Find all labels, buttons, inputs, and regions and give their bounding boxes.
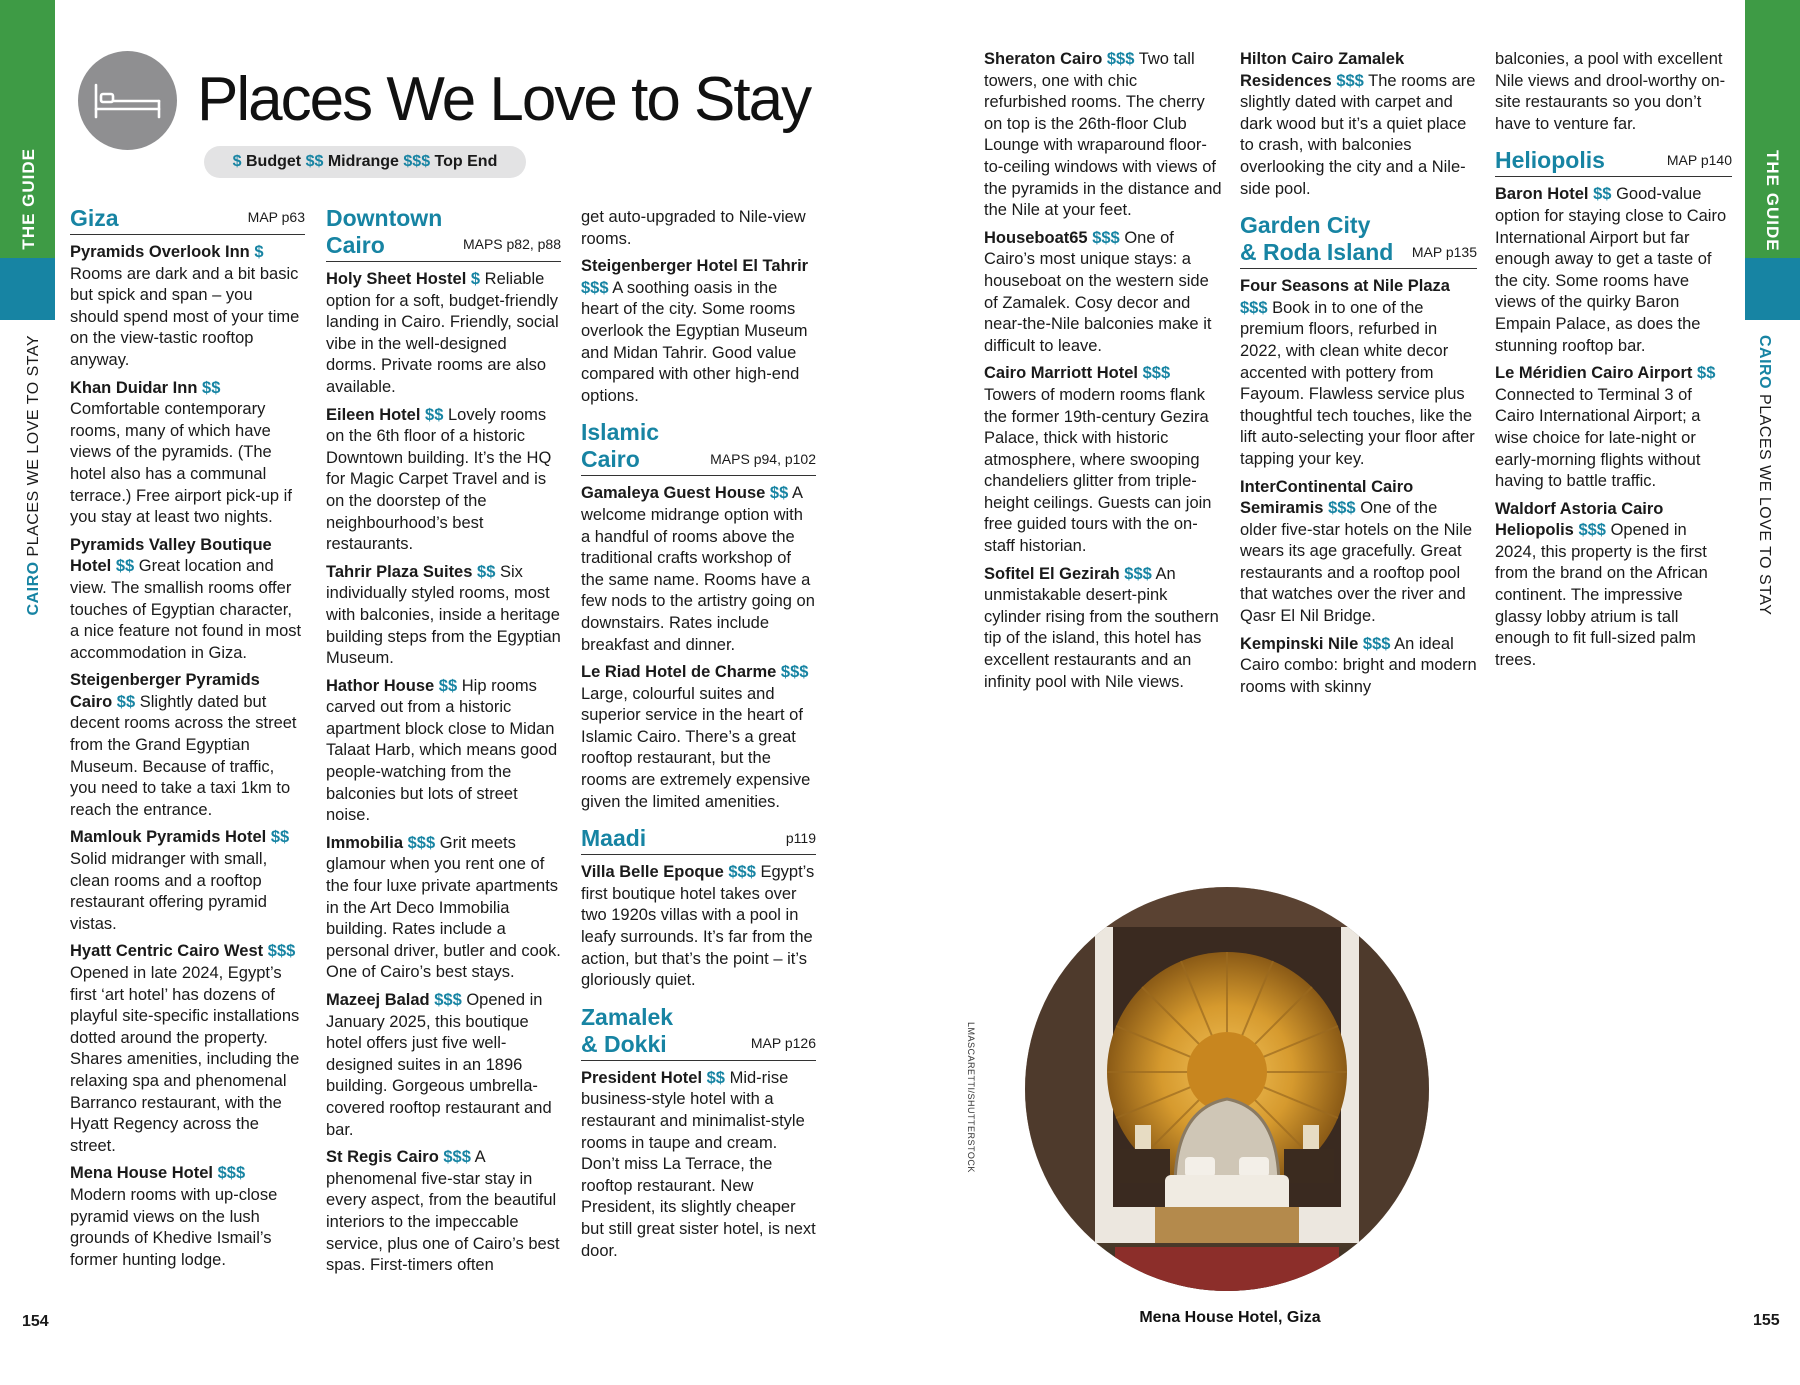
hotel-price: $$$	[1240, 298, 1268, 317]
legend-symbol-midrange: $$	[305, 153, 324, 170]
hotel-name: Sheraton Cairo	[984, 50, 1103, 68]
hotel-name: Gamaleya Guest House	[581, 484, 766, 503]
hotel-entry	[326, 990, 561, 1141]
hotel-description: Modern rooms with up-close pyramid views on the lush grounds of Khedive Ismail’s former hunting lodge.	[70, 1185, 278, 1269]
hotel-price: $$	[1697, 364, 1716, 383]
legend-label-topend: Top End	[434, 153, 498, 170]
hotel-description: Grit meets glamour when you rent one of the four luxe private apartments in the Art Deco Immobilia building. Rates include a personal driver, butler and cook. One of Cairo’s best stays.	[326, 833, 561, 982]
right-tab-teal	[1745, 258, 1800, 320]
hotel-description: Towers of modern rooms flank the former 19th-century Gezira Palace, thick with historic atmosphere, where swooping chandeliers glitter from triple-height ceilings. Guests can join free guided tours with the on-staff historian.	[984, 385, 1212, 556]
hotel-description: Lovely rooms on the 6th floor of a historic Downtown building. It’s the HQ for Magic Carpet Travel and is on the doorstep of the neighbourhood’s best restaurants.	[326, 405, 552, 554]
hotel-description: Connected to Terminal 3 of Cairo International Airport; a wise choice for late-night or early-morning flights without having to battle traffic.	[1495, 385, 1701, 491]
section-title-zamalek: Zamalek & Dokki	[581, 1003, 674, 1057]
hotel-price: $$$	[780, 663, 809, 682]
hotel-entry	[326, 676, 561, 827]
section-header-islamic	[581, 419, 816, 476]
hotel-price: $$	[202, 378, 221, 397]
hotel-entry	[984, 564, 1222, 694]
hotel-description: Six individually styled rooms, most with balconies, inside a heritage building steps from the Egyptian Museum.	[326, 562, 561, 668]
right-tab-title: PLACES WE LOVE TO STAY	[1756, 394, 1773, 616]
hotel-description: Solid midranger with small, clean rooms and a rooftop restaurant offering pyramid vistas.	[70, 850, 268, 933]
hotel-price: $$	[438, 676, 458, 695]
section-map-garden-city: MAP p135	[1411, 243, 1477, 260]
hotel-entry	[1495, 184, 1732, 357]
hotel-name: Steigenberger Pyramids Cairo	[70, 671, 260, 711]
hotel-price: $$	[1593, 185, 1612, 204]
hotel-name: Villa Belle Epoque	[581, 863, 724, 882]
hotel-description: Opened in January 2025, this boutique hotel offers just five well-designed suites in an 1896 building. Gorgeous umbrella-covered rooftop restaurant and bar.	[326, 991, 552, 1139]
hotel-price: $$	[270, 828, 290, 847]
hotel-name: Hilton Cairo Zamalek Residences	[1240, 50, 1405, 90]
hotel-price: $$$	[267, 942, 296, 961]
hotel-price: $$	[477, 562, 496, 581]
hotel-description: The rooms are slightly dated with carpet and dark wood but it’s a quiet place to crash, with balconies overlooking the city and a Nile-side pool.	[1240, 71, 1476, 198]
hotel-entry	[581, 483, 816, 656]
hotel-name: Hathor House	[326, 676, 435, 695]
hotel-entry	[326, 269, 561, 399]
hotel-name: Baron Hotel	[1495, 185, 1589, 204]
section-map-maadi: p119	[785, 829, 816, 846]
hotel-price: $$$	[1124, 564, 1152, 583]
hotel-price: $$	[425, 405, 444, 424]
hotel-description: Great location and view. The smallish rooms offer touches of Egyptian character, a nice feature not found in most accommodation in Giza.	[70, 557, 302, 662]
hotel-price: $	[254, 243, 264, 261]
legend-symbol-budget: $	[232, 153, 242, 170]
column-1	[70, 205, 305, 1277]
left-tab-title: PLACES WE LOVE TO STAY	[25, 335, 42, 557]
hotel-price: $$$	[217, 1164, 246, 1183]
hotel-entry	[984, 363, 1222, 557]
section-title-heliopolis: Heliopolis	[1495, 147, 1605, 174]
column-4	[984, 49, 1222, 699]
hotel-description: Reliable option for a soft, budget-friendly landing in Cairo. Friendly, social vibe in the well-designed dorms. Private rooms are also available.	[326, 270, 559, 396]
hotel-entry	[326, 405, 561, 556]
hotel-name: Holy Sheet Hostel	[326, 270, 467, 288]
hotel-name: Four Seasons at Nile Plaza	[1240, 277, 1450, 296]
hotel-description: Book in to one of the premium floors, refurbed in 2022, with clean white decor accented with pottery from Fayoum. Flawless service plus thoughtful tech touches, like the lift auto-selecting your floor after tapping your key.	[1240, 298, 1475, 468]
section-map-heliopolis: MAP p140	[1666, 151, 1732, 168]
hotel-description: Rooms are dark and a bit basic but spick and span – you should spend most of your time on the view-tastic rooftop anyway.	[70, 264, 300, 369]
photo-credit: LMASCARETTI/SHUTTERSTOCK	[966, 1022, 976, 1173]
section-map-zamalek: MAP p126	[750, 1035, 816, 1052]
hotel-entry	[1240, 477, 1477, 628]
hotel-name: Khan Duidar Inn	[70, 378, 198, 397]
hotel-price: $$$	[1578, 521, 1606, 540]
hotel-room-photo	[1025, 887, 1429, 1291]
hotel-name: Eileen Hotel	[326, 405, 421, 424]
hotel-price: $$$	[1142, 364, 1171, 383]
column-6	[1495, 49, 1732, 677]
hotel-price: $$$	[1106, 50, 1135, 68]
hotel-entry	[70, 827, 305, 935]
hotel-price: $$$	[443, 1148, 471, 1167]
hotel-description: One of the older five-star hotels on the Nile wears its age gracefully. Great restaurants and a rooftop pool that watches over the river and Qasr El Nil Bridge.	[1240, 499, 1473, 626]
section-map-downtown: MAPS p82, p88	[462, 236, 561, 253]
hotel-entry	[1240, 634, 1477, 699]
hotel-entry	[326, 833, 561, 984]
section-header-garden-city	[1240, 212, 1477, 269]
hotel-entry	[581, 662, 816, 813]
hotel-description: Large, colourful suites and superior service in the heart of Islamic Cairo. There’s a great rooftop restaurant, but the rooms are extremely expensive given the limited amenities.	[581, 684, 811, 811]
hotel-price: $$$	[1092, 228, 1120, 247]
hotel-name: Mazeej Balad	[326, 991, 430, 1009]
left-tab-city: CAIRO	[25, 561, 42, 616]
section-title-garden-city: Garden City & Roda Island	[1240, 212, 1394, 266]
right-tab-section-label	[1755, 335, 1773, 615]
hotel-entry	[326, 562, 561, 670]
hotel-entry	[326, 1147, 561, 1277]
hotel-price: $	[470, 270, 481, 288]
hotel-name: Tahrir Plaza Suites	[326, 562, 473, 581]
hotel-price: $$$	[1328, 499, 1356, 518]
hotel-entry	[70, 378, 305, 529]
hotel-name: Waldorf Astoria Cairo Heliopolis	[1495, 499, 1664, 540]
hotel-name: Kempinski Nile	[1240, 634, 1359, 653]
hotel-description: Egypt’s first boutique hotel takes over two 1920s villas with a pool in leafy surrounds. It’s far from the action, but that’s the point – it’s gloriously quiet.	[581, 863, 815, 990]
hotel-name: Immobilia	[326, 833, 404, 852]
page-number-right: 155	[1753, 1312, 1780, 1329]
hotel-price: $$$	[407, 833, 436, 852]
section-map-giza: MAP p63	[247, 209, 305, 226]
hotel-description-continued: balconies, a pool with excellent Nile views and drool-worthy on-site restaurants so you don’t have to venture far.	[1495, 50, 1726, 133]
hotel-price: $$	[115, 557, 135, 576]
section-title-giza: Giza	[70, 205, 119, 231]
hotel-description: Slightly dated but decent rooms across the street from the Grand Egyptian Museum. Because of traffic, you need to take a taxi 1km to reach the entrance.	[70, 692, 297, 819]
hotel-description: A phenomenal five-star stay in every aspect, from the beautiful interiors to the impeccable service, plus one of Cairo’s best spas. First-timers often	[326, 1148, 560, 1275]
hotel-name: Pyramids Overlook Inn	[70, 243, 250, 261]
column-2	[326, 205, 561, 1283]
section-header-zamalek	[581, 1004, 816, 1061]
page-title: Places We Love to Stay	[197, 65, 811, 134]
legend-symbol-topend: $$$	[403, 153, 431, 170]
hotel-price: $$$	[1362, 634, 1391, 653]
column-3	[581, 207, 816, 1268]
section-header-giza	[70, 205, 305, 235]
hotel-name: Cairo Marriott Hotel	[984, 364, 1139, 383]
hotel-price: $$$	[581, 278, 609, 297]
hotel-description: A soothing oasis in the heart of the city. Some rooms overlook the Egyptian Museum and Midan Tahrir. Good value compared with other high-end options.	[581, 278, 808, 405]
hotel-entry	[1240, 276, 1477, 470]
hotel-description: Mid-rise business-style hotel with a restaurant and minimalist-style rooms in taupe and cream. Don’t miss La Terrace, the rooftop restaurant. New President, its slightly cheaper but still great sister hotel, is next door.	[581, 1068, 816, 1260]
hotel-name: Sofitel El Gezirah	[984, 564, 1120, 583]
hotel-entry	[1495, 499, 1732, 672]
photo-caption: Mena House Hotel, Giza	[1139, 1309, 1321, 1326]
hotel-description-continued: get auto-upgraded to Nile-view rooms.	[581, 208, 806, 248]
hotel-description: A welcome midrange option with a handful of rooms above the traditional crafts workshop of the same name. Rooms have a few nods to the artistry going on downstairs. Rates include breakfast and dinner.	[581, 484, 815, 654]
hotel-entry	[1495, 363, 1732, 493]
hotel-description: An ideal Cairo combo: bright and modern rooms with skinny	[1240, 634, 1477, 696]
legend-label-budget: Budget	[246, 153, 302, 170]
hotel-description: An unmistakable desert-pink cylinder rising from the southern tip of the island, this hotel has excellent restaurants and an infinity pool with Nile views.	[984, 564, 1219, 691]
legend-label-midrange: Midrange	[327, 153, 399, 170]
hotel-name: Le Riad Hotel de Charme	[581, 663, 777, 682]
left-tab-section-label	[25, 335, 43, 615]
hotel-entry	[70, 670, 305, 821]
hotel-name: Mena House Hotel	[70, 1164, 214, 1183]
left-tab-teal	[0, 258, 55, 320]
hotel-price: $$	[706, 1068, 725, 1087]
right-tab-guide-label: THE GUIDE	[1763, 150, 1782, 252]
price-legend	[204, 146, 526, 178]
section-header-downtown	[326, 205, 561, 262]
hotel-entry	[70, 941, 305, 1157]
hotel-name: InterContinental Cairo Semiramis	[1240, 477, 1414, 518]
section-header-maadi	[581, 825, 816, 855]
hotel-name: President Hotel	[581, 1068, 703, 1087]
hotel-description: Two tall towers, one with chic refurbished rooms. The cherry on top is the 26th-floor Club Lounge with wraparound floor-to-ceiling windows with views of the pyramids in the distance and the Nile at your feet.	[984, 50, 1222, 220]
hotel-entry	[984, 49, 1222, 222]
hotel-description: Comfortable contemporary rooms, many of which have views of the pyramids. (The hotel also has a communal terrace.) Free airport pick-up if you stay at least two nights.	[70, 400, 292, 527]
hotel-price: $$	[116, 692, 136, 711]
hotel-entry	[70, 535, 305, 665]
hotel-name: Mamlouk Pyramids Hotel	[70, 828, 267, 847]
section-title-maadi: Maadi	[581, 825, 647, 852]
hotel-description: One of Cairo’s most unique stays: a houseboat on the western side of Zamalek. Cosy decor and near-the-Nile balconies make it difficult to leave.	[984, 228, 1212, 355]
hotel-price: $$	[769, 484, 789, 503]
section-map-islamic: MAPS p94, p102	[710, 450, 816, 467]
hotel-entry	[581, 256, 816, 407]
hotel-name: Pyramids Valley Boutique Hotel	[70, 535, 272, 576]
hotel-description: Good-value option for staying close to Cairo International Airport but far enough away to get a taste of the city. Some rooms have views of the quirky Baron Empain Palace, as does the stunning rooftop bar.	[1495, 185, 1727, 355]
left-tab-guide-label: THE GUIDE	[19, 148, 38, 250]
section-title-downtown: Downtown Cairo	[326, 205, 443, 258]
bed-icon	[78, 51, 177, 150]
hotel-description: Opened in late 2024, Egypt’s first ‘art hotel’ has dozens of playful site-specific installations dotted around the property. Shares amenities, including the relaxing spa and phenomenal Barranco restaurant, with the Hyatt Regency across the street.	[70, 964, 300, 1155]
hotel-description: Hip rooms carved out from a historic apartment block close to Midan Talaat Harb, which means good people-watching from the balconies but lots of street noise.	[326, 676, 558, 825]
hotel-entry	[70, 242, 305, 372]
hotel-name: Hyatt Centric Cairo West	[70, 942, 264, 961]
hotel-price: $$$	[728, 863, 756, 882]
right-tab-city: CAIRO	[1756, 335, 1773, 390]
hotel-entry	[581, 862, 816, 992]
hotel-entry	[581, 1068, 816, 1262]
hotel-price: $$$	[1336, 71, 1364, 90]
hotel-price: $$$	[434, 991, 462, 1009]
hotel-name: Steigenberger Hotel El Tahrir	[581, 257, 809, 276]
hotel-description: Opened in 2024, this property is the first from the brand on the African continent. The impressive glassy lobby atrium is tall enough to fit full-sized palm trees.	[1495, 521, 1708, 669]
hotel-name: Houseboat65	[984, 228, 1088, 247]
hotel-entry	[70, 1163, 305, 1271]
page-number-left: 154	[22, 1313, 49, 1330]
hotel-name: St Regis Cairo	[326, 1148, 439, 1167]
hotel-entry	[1240, 49, 1477, 200]
hotel-name: Le Méridien Cairo Airport	[1495, 364, 1693, 383]
hotel-entry	[984, 228, 1222, 358]
section-title-islamic: Islamic Cairo	[581, 419, 659, 473]
section-header-heliopolis	[1495, 147, 1732, 177]
column-5	[1240, 49, 1477, 704]
